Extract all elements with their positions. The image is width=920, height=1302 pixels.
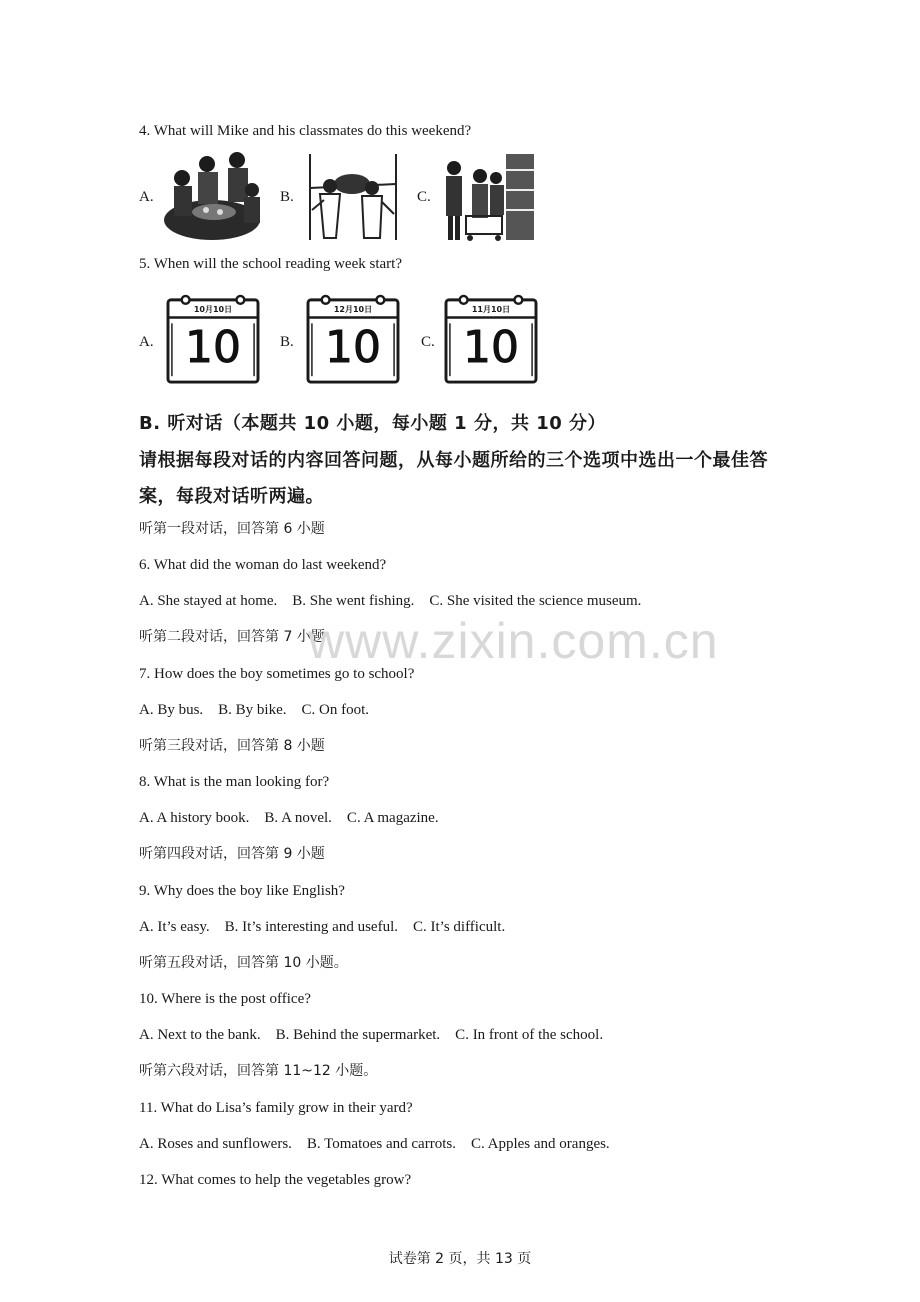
q5-question: 5. When will the school reading week start? (139, 256, 402, 272)
calendar-a (165, 294, 261, 384)
q4-question: 4. What will Mike and his classmates do this weekend? (139, 123, 472, 139)
calendar-c-day: 10 (463, 322, 519, 373)
watermark-text: www.zixin.com.cn (308, 613, 719, 669)
item9-options: A. It’s easy. B. It’s interesting and useful. C. It’s difficult. (139, 919, 506, 935)
section-b-title: B. 听对话（本题共 10 小题，每小题 1 分，共 10 分） (139, 413, 607, 434)
q4-picture-b (302, 150, 402, 242)
item7-options: A. By bus. B. By bike. C. On foot. (139, 702, 370, 718)
item11-options: A. Roses and sunflowers. B. Tomatoes and carrots. C. Apples and oranges. (139, 1136, 610, 1152)
q4-option-a-label: A. (139, 189, 154, 205)
item6-options: A. She stayed at home. B. She went fishing. C. She visited the science museum. (139, 593, 642, 609)
item6-prompt: 听第一段对话，回答第 6 小题 (139, 521, 325, 537)
section-b-instruction-1: 请根据每段对话的内容回答问题，从每小题所给的三个选项中选出一个最佳答 (139, 450, 768, 471)
item7-prompt: 听第二段对话，回答第 7 小题 (139, 629, 325, 645)
item8-question: 8. What is the man looking for? (139, 774, 330, 790)
q4-option-c-label: C. (417, 189, 431, 205)
section-b-instruction-2: 案，每段对话听两遍。 (139, 486, 324, 507)
q4-option-b-label: B. (280, 189, 294, 205)
item7-question: 7. How does the boy sometimes go to school? (139, 666, 415, 682)
item11-prompt: 听第六段对话，回答第 11~12 小题。 (139, 1063, 378, 1079)
item8-prompt: 听第三段对话，回答第 8 小题 (139, 738, 325, 754)
item10-question: 10. Where is the post office? (139, 991, 311, 1007)
q4-picture-c (440, 150, 536, 242)
calendar-b-day: 10 (325, 322, 381, 373)
calendar-a-day: 10 (185, 322, 241, 373)
q5-option-a-label: A. (139, 334, 154, 350)
calendar-b-month: 12月10日 (333, 305, 373, 314)
calendar-c-month: 11月10日 (471, 305, 511, 314)
calendar-c (443, 294, 539, 384)
q5-option-c-label: C. (421, 334, 435, 350)
q5-option-b-label: B. (280, 334, 294, 350)
item9-question: 9. Why does the boy like English? (139, 883, 345, 899)
page-footer: 试卷第 2 页，共 13 页 (388, 1251, 532, 1267)
item12-question: 12. What comes to help the vegetables grow? (139, 1172, 412, 1188)
item9-prompt: 听第四段对话，回答第 9 小题 (139, 846, 325, 862)
calendar-b (305, 294, 401, 384)
item10-options: A. Next to the bank. B. Behind the supermarket. C. In front of the school. (139, 1027, 604, 1043)
item11-question: 11. What do Lisa’s family grow in their yard? (139, 1100, 413, 1116)
item10-prompt: 听第五段对话，回答第 10 小题。 (139, 955, 348, 971)
item6-question: 6. What did the woman do last weekend? (139, 557, 387, 573)
item8-options: A. A history book. B. A novel. C. A magazine. (139, 810, 439, 826)
q4-picture-a (162, 150, 264, 242)
calendar-a-month: 10月10日 (193, 305, 233, 314)
